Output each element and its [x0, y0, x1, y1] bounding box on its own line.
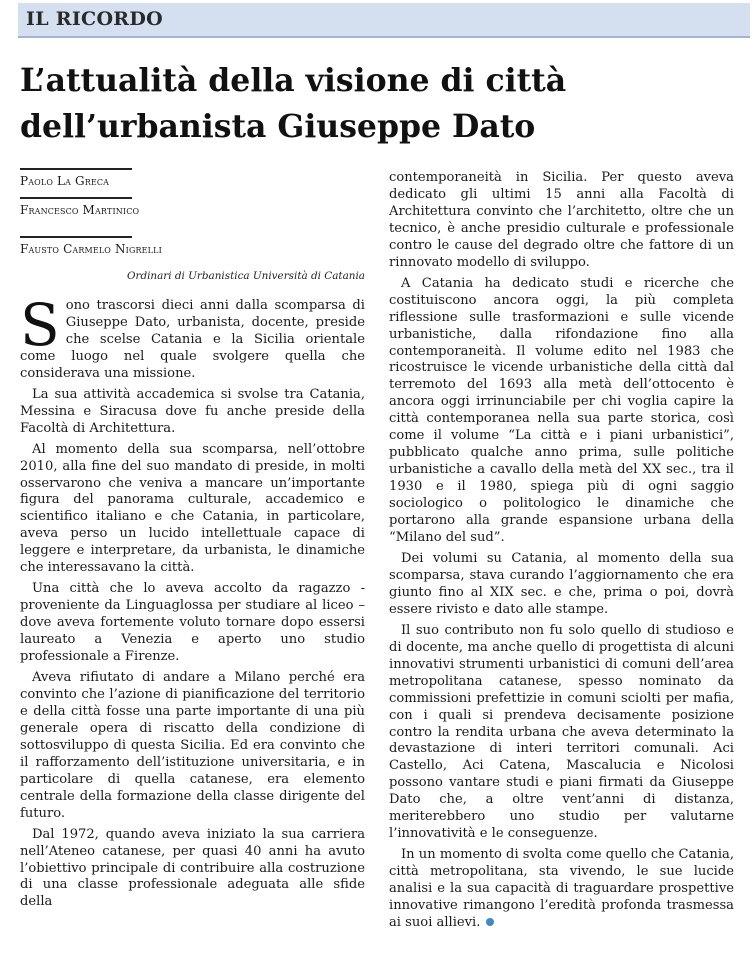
author-name: Francesco Martinico	[20, 202, 140, 217]
section-header-bar	[18, 3, 750, 38]
author-name: Paolo La Greca	[20, 173, 110, 188]
paragraph: La sua attività accademica si svolse tra Catania, Messina e Siracusa dove fu anche preside della Facoltà di Architettura.	[20, 386, 365, 436]
paragraph: contemporaneità in Sicilia. Per questo aveva dedicato gli ultimi 15 anni alla Facoltà di Architettura convinto che l’architetto, oltre che un tecnico, è anche presidio culturale e professionale contro le cause del degrado oltre che fattore di un rinnovato modello di sviluppo.	[389, 170, 734, 270]
paragraph: Aveva rifiutato di andare a Milano perché era convinto che l’azione di pianificazione del territorio e della città fosse una parte importante di una più generale opera di riscatto della condizione di sottosviluppo di questa Sicilia. Ed era convinto che il rafforzamento dell’istituzione universitaria, e in particolare di quella catanese, era elemento centrale della formazione della classe dirigente del futuro.	[20, 670, 365, 821]
headline-line-1: L’attualità della visione di città	[20, 62, 567, 99]
paragraph: Al momento della sua scomparsa, nell’ottobre 2010, alla fine del suo mandato di preside, in molti osservarono che veniva a mancare un’importante figura del panorama culturale, accademico e scientifico italiano e che Catania, in particolare, aveva perso un lucido intellettuale capace di leggere e interpretare, da urbanista, le dinamiche che interessavano la città.	[20, 441, 365, 576]
author-rule	[20, 168, 132, 170]
article-column-right	[389, 170, 734, 936]
author-affiliation: Ordinari di Urbanistica Università di Catania	[126, 270, 365, 282]
paragraph: A Catania ha dedicato studi e ricerche che costituiscono ancora oggi, la più completa riflessione sulle trasformazioni e sulle vicende urbanistiche, dalla rifondazione fino alla contemporaneità. Il volume edito nel 1983 che ricostruisce le vicende urbanistiche della città dal terremoto del 1693 alla metà dell’ottocento è ancora oggi irrinunciabile per chi voglia capire la città contemporanea nella sua parte storica, così come il volume “La città e i piani urbanistici”, pubblicato qualche anno prima, sulle politiche urbanistiche a cavallo della metà del XX sec., tra il 1930 e il 1980, spiega più di ogni saggio sociologico o politologico le dinamiche che portarono alla grande espansione urbana della “Milano del sud”.	[389, 275, 734, 546]
paragraph: Una città che lo aveva accolto da ragazzo - proveniente da Linguaglossa per studiare al liceo – dove aveva fortemente voluto tornare dopo essersi laureato a Venezia e aperto uno studio professionale a Firenze.	[20, 581, 365, 665]
author-3	[20, 236, 162, 256]
drop-cap: S	[20, 291, 60, 359]
end-of-article-icon	[486, 918, 494, 926]
author-rule	[20, 197, 132, 199]
author-2	[20, 197, 140, 217]
paragraph: Dal 1972, quando aveva iniziato la sua carriera nell’Ateneo catanese, per quasi 40 anni ha avuto l’obiettivo principale di contribuire alla costruzione di una classe professionale adeguata alle sfide della	[20, 826, 365, 910]
author-name: Fausto Carmelo Nigrelli	[20, 241, 162, 256]
paragraph: Dei volumi su Catania, al momento della sua scomparsa, stava curando l’aggiornamento che era giunto fino al XIX sec. e che, prima o poi, dovrà essere rivisto e dato alle stampe.	[389, 550, 734, 617]
headline	[20, 58, 740, 150]
section-label: IL RICORDO	[26, 8, 164, 30]
headline-line-2: dell’urbanista Giuseppe Dato	[20, 108, 536, 145]
author-1	[20, 168, 132, 188]
paragraph: Il suo contributo non fu solo quello di studioso e di docente, ma anche quello di progettista di alcuni innovativi strumenti urbanistici di comuni dell’area metropolitana catanese, spesso nominato da commissioni prefettizie in comuni sciolti per mafia, con i quali si prendeva decisamente posizione contro la rendita urbana che aveva determinato la devastazione di interi territori comunali. Aci Castello, Aci Catena, Mascalucia e Nicolosi possono vantare studi e piani firmati da Giuseppe Dato che, a oltre vent’anni di distanza, meriterebbero uno studio per valutarne l’innovatività e le conseguenze.	[389, 622, 734, 842]
paragraph: In un momento di svolta come quello che Catania, città metropolitana, sta vivendo, le sue lucide analisi e la sua capacità di traguardare prospettive innovative rimangono l’eredità profonda trasmessa ai suoi allievi.	[389, 847, 734, 930]
article-column-left	[20, 291, 365, 915]
author-rule	[20, 236, 132, 238]
paragraph: Sono trascorsi dieci anni dalla scomparsa di Giuseppe Dato, urbanista, docente, preside che scelse Catania e la Sicilia orientale come luogo nel quale svolgere quella che considerava una missione.	[20, 291, 365, 381]
